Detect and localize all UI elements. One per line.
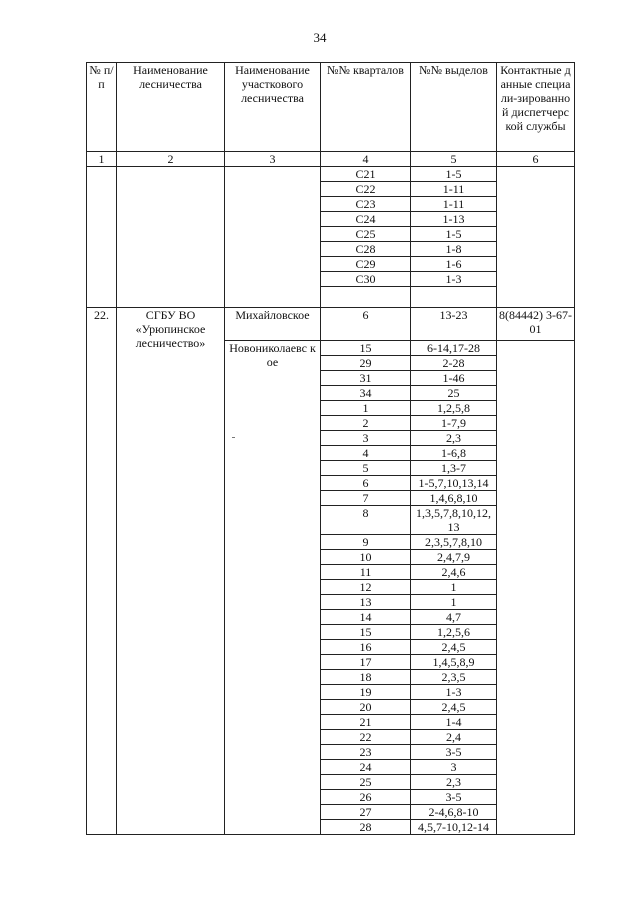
kvartal-cell: 6 — [321, 476, 411, 491]
vydel-cell: 2,4,5 — [411, 640, 497, 655]
table-row — [87, 167, 575, 182]
kvartal-cell: 26 — [321, 790, 411, 805]
page-number: 34 — [313, 30, 327, 45]
vydel-cell: 1-8 — [411, 242, 497, 257]
kvartal-cell: 19 — [321, 685, 411, 700]
vydel-cell: 2-28 — [411, 356, 497, 371]
vydel-cell: 1 — [411, 580, 497, 595]
kvartal-cell: 14 — [321, 610, 411, 625]
vydel-cell: 2,4 — [411, 730, 497, 745]
entry-number-cell: 22. — [87, 308, 117, 835]
column-number: 1 — [87, 152, 117, 167]
vydel-cell: 1,3,5,7,8,10,12, 13 — [411, 506, 497, 535]
continued-uchastok-cell — [225, 167, 321, 308]
vydel-cell: 2,4,6 — [411, 565, 497, 580]
kvartal-cell: 22 — [321, 730, 411, 745]
header-contacts: Контактные данные специали-зированной диспетчерс кой службы — [497, 63, 575, 152]
kvartal-cell: 3 — [321, 431, 411, 446]
vydel-cell: 1-5 — [411, 167, 497, 182]
vydel-cell: 2-4,6,8-10 — [411, 805, 497, 820]
column-number: 2 — [117, 152, 225, 167]
vydel-cell: 3-5 — [411, 745, 497, 760]
vydel-cell: 1-5 — [411, 227, 497, 242]
vydel-cell: 1,2,5,6 — [411, 625, 497, 640]
vydel-cell: 4,5,7-10,12-14 — [411, 820, 497, 835]
scan-artifact — [232, 437, 235, 438]
uchastok-name-cell: Михайловское — [225, 308, 321, 341]
column-number: 5 — [411, 152, 497, 167]
kvartal-cell: 5 — [321, 461, 411, 476]
vydel-cell: 1-3 — [411, 685, 497, 700]
kvartal-cell: С29 — [321, 257, 411, 272]
continued-number-cell — [87, 167, 117, 308]
vydel-cell: 6-14,17-28 — [411, 341, 497, 356]
contact-empty-cell — [497, 341, 575, 835]
kvartal-cell: 28 — [321, 820, 411, 835]
vydel-cell: 1-13 — [411, 212, 497, 227]
kvartal-cell: 15 — [321, 625, 411, 640]
kvartal-cell: С30 — [321, 272, 411, 287]
vydel-cell: 4,7 — [411, 610, 497, 625]
lesnichestvo-name-cell: СГБУ ВО «Урюпинское лесничество» — [117, 308, 225, 835]
vydel-cell: 1-5,7,10,13,14 — [411, 476, 497, 491]
kvartal-cell: 13 — [321, 595, 411, 610]
vydel-cell: 2,3 — [411, 775, 497, 790]
kvartal-cell: 18 — [321, 670, 411, 685]
kvartal-cell: 21 — [321, 715, 411, 730]
header-vydely: №№ выделов — [411, 63, 497, 152]
vydel-cell: 2,3 — [411, 431, 497, 446]
contact-cell: 8(84442) 3-67-01 — [497, 308, 575, 341]
table-row — [87, 308, 575, 341]
kvartal-cell: С23 — [321, 197, 411, 212]
vydel-cell: 1-11 — [411, 197, 497, 212]
kvartal-cell: 15 — [321, 341, 411, 356]
column-number: 6 — [497, 152, 575, 167]
kvartal-cell: С22 — [321, 182, 411, 197]
kvartal-cell: 6 — [321, 308, 411, 341]
uchastok-name-cell: Новониколаевс кое — [225, 341, 321, 835]
kvartal-cell: С24 — [321, 212, 411, 227]
vydel-cell: 3 — [411, 760, 497, 775]
table-body — [87, 167, 575, 835]
vydel-cell: 1-6 — [411, 257, 497, 272]
vydel-cell: 1,3-7 — [411, 461, 497, 476]
vydel-cell: 1-6,8 — [411, 446, 497, 461]
kvartal-cell: 12 — [321, 580, 411, 595]
continued-contact-cell — [497, 167, 575, 308]
vydel-cell: 1,4,6,8,10 — [411, 491, 497, 506]
vydel-cell: 1-7,9 — [411, 416, 497, 431]
vydel-cell: 1-46 — [411, 371, 497, 386]
vydel-cell: 2,3,5,7,8,10 — [411, 535, 497, 550]
vydel-cell: 3-5 — [411, 790, 497, 805]
kvartal-cell: С25 — [321, 227, 411, 242]
kvartal-cell: 29 — [321, 356, 411, 371]
vydel-cell: 1,2,5,8 — [411, 401, 497, 416]
vydel-cell: 13-23 — [411, 308, 497, 341]
vydel-cell: 1-4 — [411, 715, 497, 730]
header-kvartaly: №№ кварталов — [321, 63, 411, 152]
forestry-table — [86, 62, 575, 835]
kvartal-cell: 34 — [321, 386, 411, 401]
column-number: 3 — [225, 152, 321, 167]
kvartal-cell: 9 — [321, 535, 411, 550]
column-number: 4 — [321, 152, 411, 167]
spacer-cell — [411, 287, 497, 308]
spacer-cell — [321, 287, 411, 308]
header-number: № п/п — [87, 63, 117, 152]
vydel-cell: 1-3 — [411, 272, 497, 287]
vydel-cell: 1 — [411, 595, 497, 610]
header-lesnichestvo: Наименование лесничества — [117, 63, 225, 152]
vydel-cell: 2,4,5 — [411, 700, 497, 715]
column-number-row — [87, 152, 575, 167]
continued-lesnichestvo-cell — [117, 167, 225, 308]
kvartal-cell: 20 — [321, 700, 411, 715]
kvartal-cell: 2 — [321, 416, 411, 431]
header-uchastkovoe: Наименование участкового лесничества — [225, 63, 321, 152]
kvartal-cell: 31 — [321, 371, 411, 386]
kvartal-cell: С28 — [321, 242, 411, 257]
vydel-cell: 1-11 — [411, 182, 497, 197]
kvartal-cell: 8 — [321, 506, 411, 535]
kvartal-cell: 24 — [321, 760, 411, 775]
vydel-cell: 2,4,7,9 — [411, 550, 497, 565]
kvartal-cell: 4 — [321, 446, 411, 461]
kvartal-cell: 7 — [321, 491, 411, 506]
kvartal-cell: 23 — [321, 745, 411, 760]
kvartal-cell: 11 — [321, 565, 411, 580]
vydel-cell: 25 — [411, 386, 497, 401]
kvartal-cell: С21 — [321, 167, 411, 182]
kvartal-cell: 1 — [321, 401, 411, 416]
vydel-cell: 1,4,5,8,9 — [411, 655, 497, 670]
table-header-row — [87, 63, 575, 152]
kvartal-cell: 10 — [321, 550, 411, 565]
kvartal-cell: 25 — [321, 775, 411, 790]
kvartal-cell: 27 — [321, 805, 411, 820]
vydel-cell: 2,3,5 — [411, 670, 497, 685]
kvartal-cell: 16 — [321, 640, 411, 655]
kvartal-cell: 17 — [321, 655, 411, 670]
